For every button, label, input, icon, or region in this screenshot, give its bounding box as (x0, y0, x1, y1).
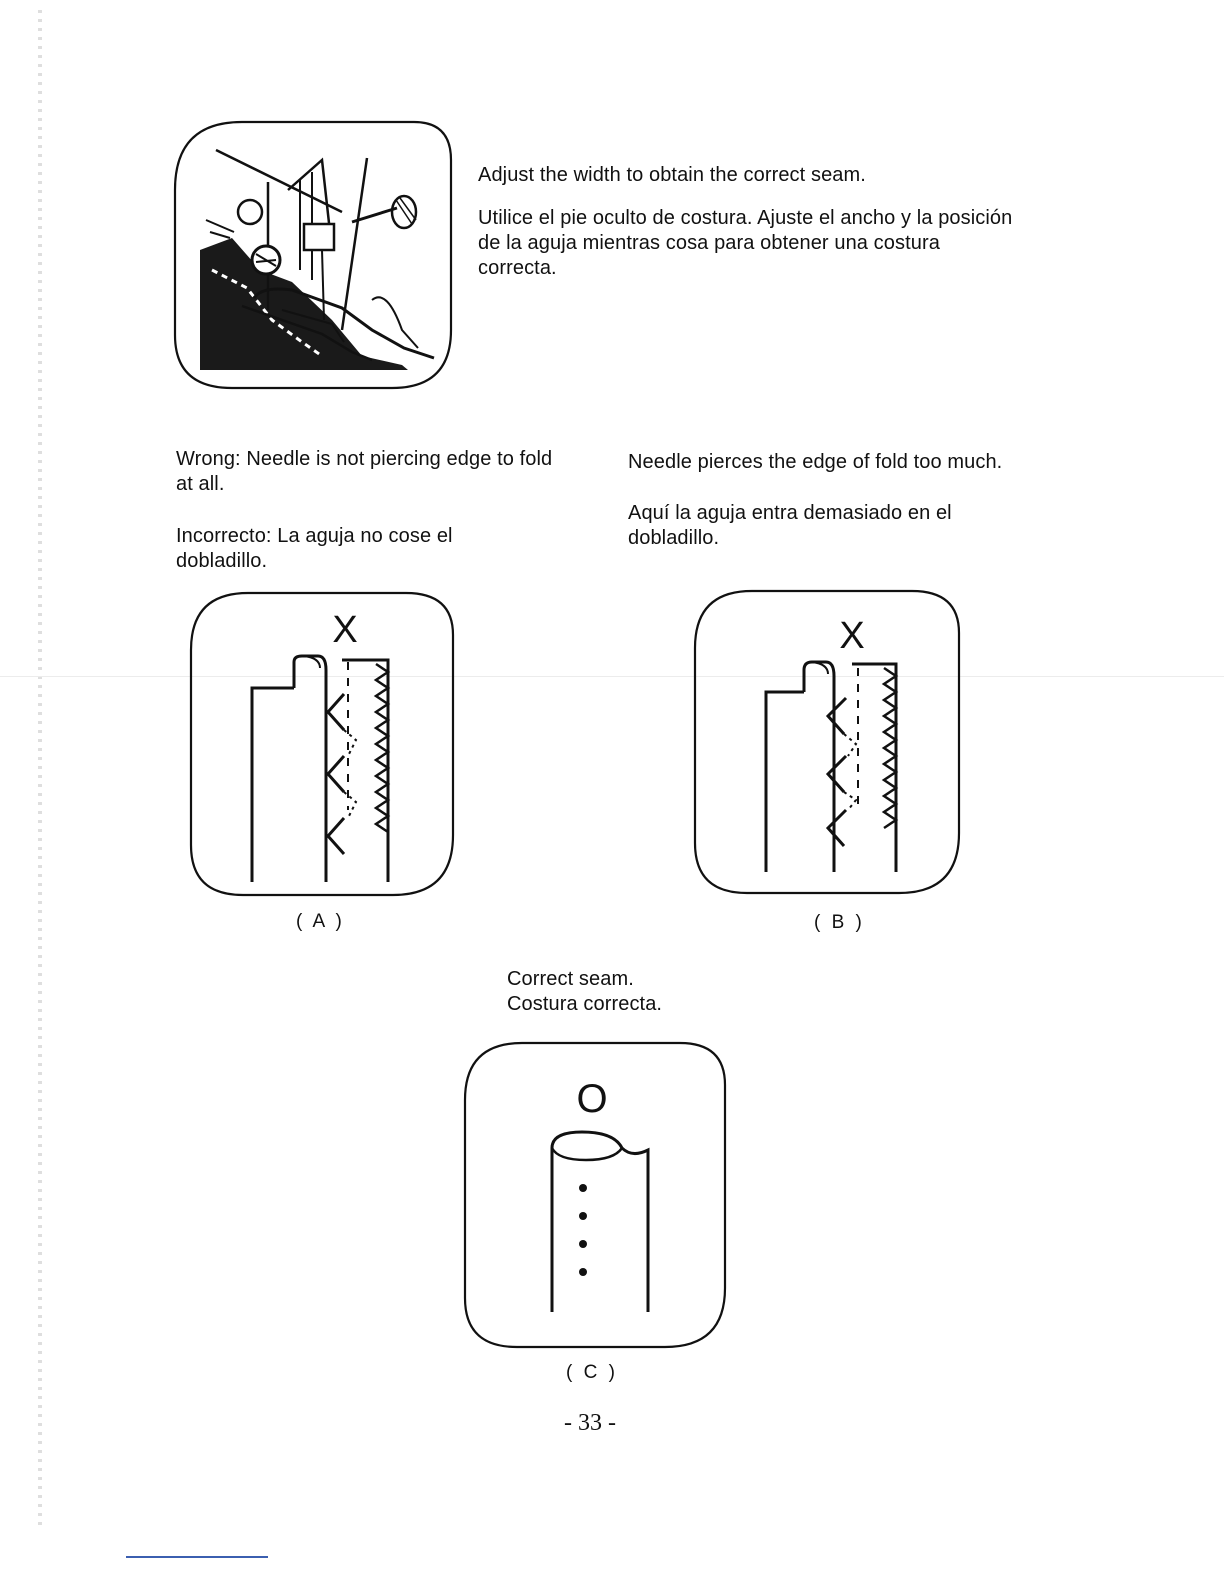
bottom-rule (126, 1556, 268, 1558)
panel-a-text (176, 447, 566, 574)
intro-spanish: Utilice el pie oculto de costura. Ajuste el ancho y la posición de la aguja mientras cosa para obtener una costura correcta. (478, 207, 1013, 279)
panel-a-caption: ( A ) (296, 911, 345, 932)
scan-edge-artifact (38, 10, 42, 1530)
presser-foot-illustration (172, 120, 454, 392)
panel-c-caption: ( C ) (566, 1362, 618, 1383)
seam-diagram-a (188, 590, 456, 898)
intro-english: Adjust the width to obtain the correct seam. (478, 164, 866, 186)
panel-c-spanish: Costura correcta. (507, 993, 663, 1015)
panel-b-english: Needle pierces the edge of fold too much. (628, 451, 1003, 473)
panel-c-mark: O (576, 1077, 608, 1121)
panel-b-text (628, 450, 1068, 551)
panel-b-mark: X (839, 615, 865, 657)
page-fold-line (0, 676, 1224, 677)
panel-c-english: Correct seam. (507, 968, 634, 990)
panel-b-caption: ( B ) (814, 912, 865, 933)
page-number: - 33 - (564, 1410, 616, 1436)
panel-a-mark: X (332, 609, 358, 651)
intro-text-block (478, 163, 1038, 281)
panel-b-spanish: Aquí la aguja entra demasiado en el dobladillo. (628, 502, 952, 549)
seam-diagram-b (692, 588, 962, 896)
panel-a-spanish: Incorrecto: La aguja no cose el dobladillo. (176, 525, 453, 572)
panel-a-english: Wrong: Needle is not piercing edge to fold at all. (176, 448, 553, 495)
seam-diagram-c (462, 1040, 728, 1350)
panel-c-text (507, 967, 807, 1017)
